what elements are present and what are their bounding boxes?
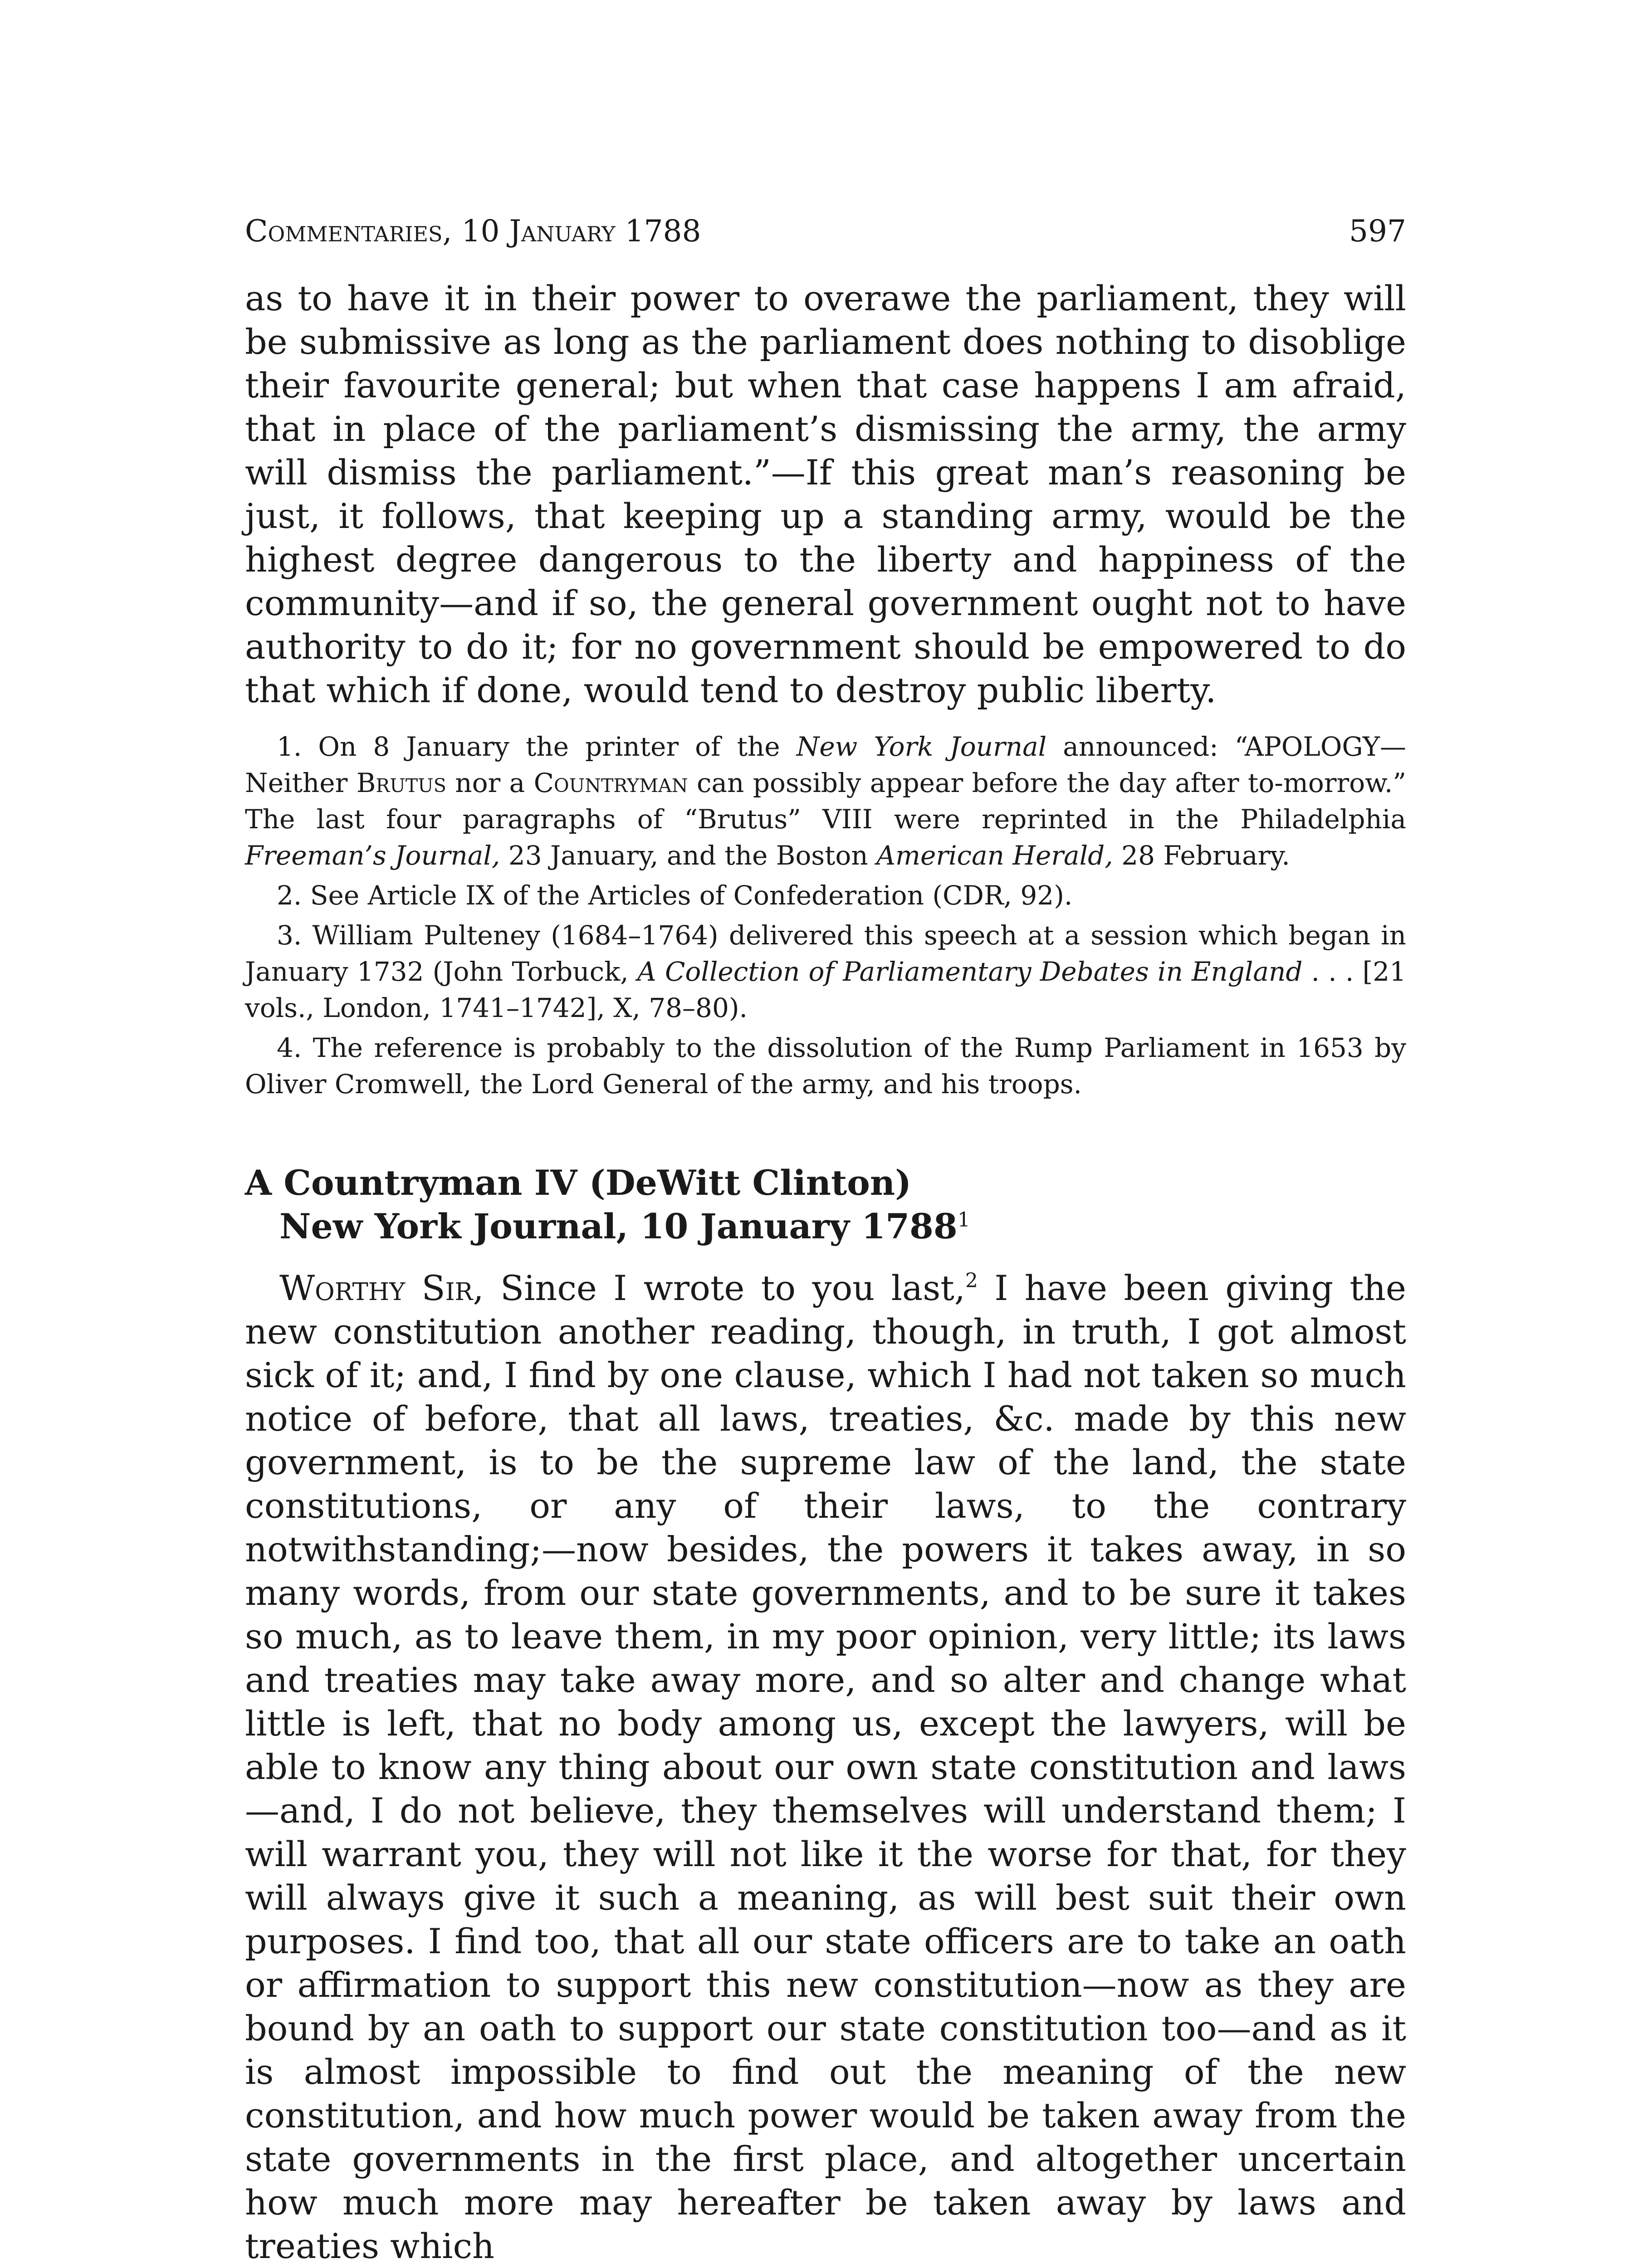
footnote-4: 4. The reference is probably to the dissolution of the Rump Parliament in 1653 by Oliver Cromwell, the Lord General of the army, and his troops. [245, 1032, 1406, 1100]
footnote-3: 3. William Pulteney (1684–1764) delivered this speech at a session which began in January 1732 (John Torbuck, A Collection of Parliamentary Debates in England . . . [21 vols., London, 1741–1742], X, 78–80). [245, 920, 1406, 1023]
salutation: Worthy Sir, [279, 1268, 484, 1308]
letter-paragraph: Worthy Sir, Since I wrote to you last,$^2$ I have been giving the new constitution another reading, though, in truth, I got almost sick of it; and, I find by one clause, which I had not taken so much notice of before, that all laws, treaties, &c. made by this new government, is to be the supreme law of the land, the state constitutions, or any of their laws, to the contrary notwithstanding;—now besides, the powers it takes away, in so many words, from our state governments, and to be sure it takes so much, as to leave them, in my poor opinion, very little; its laws and treaties may take away more, and so alter and change what little is left, that no body among us, except the lawyers, will be able to know any thing about our own state constitution and laws—and, I do not believe, they themselves will understand them; I will warrant you, they will not like it the worse for that, for they will always give it such a meaning, as will best suit their own purposes. I find too, that all our state officers are to take an oath or affirmation to support this new constitution—now as they are bound by an oath to support our state constitution too—and as it is almost impossible to find out the meaning of the new constitution, and how much power would be taken away from the state governments in the first place, and altogether uncertain how much more may hereafter be taken away by laws and treaties which [245, 1268, 1407, 2266]
footnotes [245, 728, 1406, 1102]
footnote-1: 1. On 8 January the printer of the New York Journal announced: “APOLOGY—Neither Brutus nor a Countryman can possibly appear before the day after to-morrow.” The last four paragraphs of “Brutus” VIII were reprinted in the Philadelphia Freeman’s Journal, 23 January, and the Boston American Herald, 28 February. [245, 731, 1406, 871]
footnote-ref-2: 2 [965, 1269, 978, 1292]
section-heading [245, 1161, 1406, 1248]
heading-footnote-ref: 1 [957, 1208, 970, 1232]
document-page [245, 213, 1406, 2268]
section-heading-title: A Countryman IV (DeWitt Clinton) [245, 1163, 912, 1203]
continuation-paragraph: as to have it in their power to overawe the parliament, they will be submissive as long as the parliament does nothing to disoblige their favourite general; but when that case happens I am afraid, that in place of the parliament’s dismissing the army, the army will dismiss the parliament.”—If this great man’s reasoning be just, it follows, that keeping up a standing army, would be the highest degree dangerous to the liberty and happiness of the community—and if so, the general government ought not to have authority to do it; for no government should be empowered to do that which if done, would tend to destroy public liberty. [245, 278, 1406, 710]
running-title: Commentaries, 10 January 1788 [245, 214, 701, 249]
footnote-2: 2. See Article IX of the Articles of Confederation (CDR, 92). [277, 880, 1073, 911]
page-number: 597 [1349, 214, 1406, 249]
running-header [245, 213, 1406, 249]
section-heading-source: New York Journal, 10 January 1788$^1$ [279, 1206, 970, 1246]
